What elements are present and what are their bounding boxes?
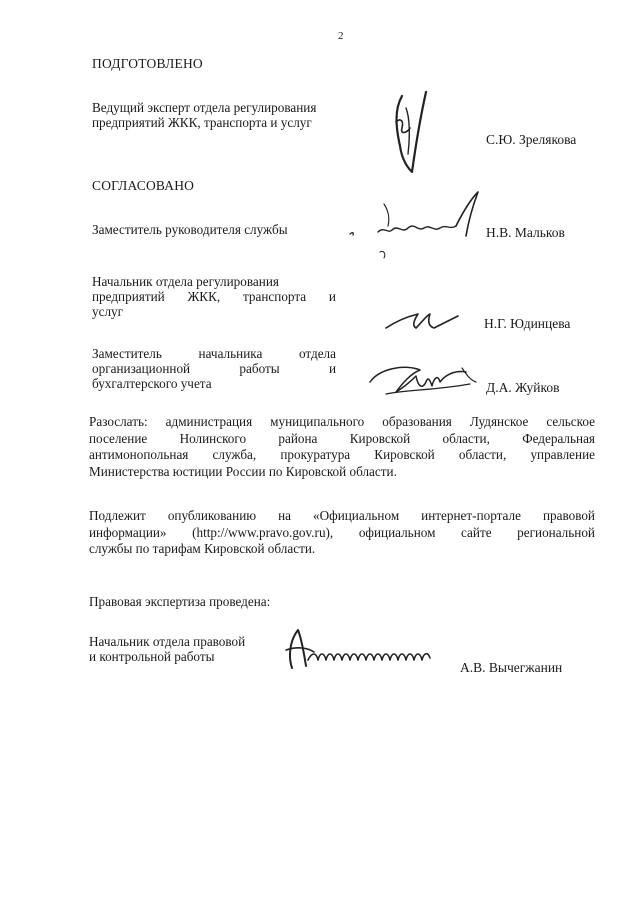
legal-review-name: А.В. Вычегжанин xyxy=(460,660,563,675)
position-line: организационной работы и xyxy=(92,361,336,376)
position-line: Начальник отдела регулирования xyxy=(92,274,279,289)
page-number: 2 xyxy=(338,30,344,42)
publication-line: информации» (http://www.pravo.gov.ru), официальном сайте региональной xyxy=(89,524,595,540)
signature-vychegzhanin xyxy=(278,626,448,674)
legal-review-heading: Правовая экспертиза проведена: xyxy=(89,594,271,609)
signer-position xyxy=(92,346,336,391)
signer-name: Н.В. Мальков xyxy=(486,225,565,240)
prepared-heading: ПОДГОТОВЛЕНО xyxy=(92,56,203,71)
signer-name: Н.Г. Юдинцева xyxy=(484,316,571,331)
position-line: бухгалтерского учета xyxy=(92,376,212,391)
prepared-name: С.Ю. Зрелякова xyxy=(486,132,577,147)
publication-line: службы по тарифам Кировской области. xyxy=(89,541,316,556)
distribution-line: Разослать: администрация муниципального образования Лудянское сельское xyxy=(89,414,595,429)
signer-name: Д.А. Жуйков xyxy=(486,380,560,395)
distribution-list xyxy=(89,414,595,480)
position-line: и контрольной работы xyxy=(89,649,215,664)
position-line: предприятий ЖКК, транспорта и xyxy=(92,289,336,304)
signer-position xyxy=(92,274,336,319)
position-line: Заместитель руководителя службы xyxy=(92,222,288,237)
signature-zhuikov xyxy=(366,360,486,400)
agreed-heading: СОГЛАСОВАНО xyxy=(92,178,195,193)
position-line: Начальник отдела правовой xyxy=(89,634,246,649)
publication-line: Подлежит опубликованию на «Официальном интернет-портале правовой xyxy=(89,508,595,523)
position-line: Ведущий эксперт отдела регулирования xyxy=(92,100,317,115)
distribution-line: поселение Нолинского района Кировской области, Федеральная xyxy=(89,430,595,446)
position-line: услуг xyxy=(92,304,124,319)
distribution-line: антимонопольная служба, прокуратура Кировской области, управление xyxy=(89,447,595,462)
signature-yudintseva xyxy=(384,306,464,336)
signature-malkov xyxy=(344,190,484,260)
prepared-position xyxy=(92,100,316,130)
position-line: Заместитель начальника отдела xyxy=(92,346,336,361)
signature-zrelyakova xyxy=(388,88,438,178)
signer-position xyxy=(92,222,288,237)
publication-note xyxy=(89,508,595,558)
distribution-line: Министерства юстиции России по Кировской области. xyxy=(89,463,397,479)
position-line: предприятий ЖКК, транспорта и услуг xyxy=(92,115,312,130)
legal-review-position xyxy=(89,634,245,664)
